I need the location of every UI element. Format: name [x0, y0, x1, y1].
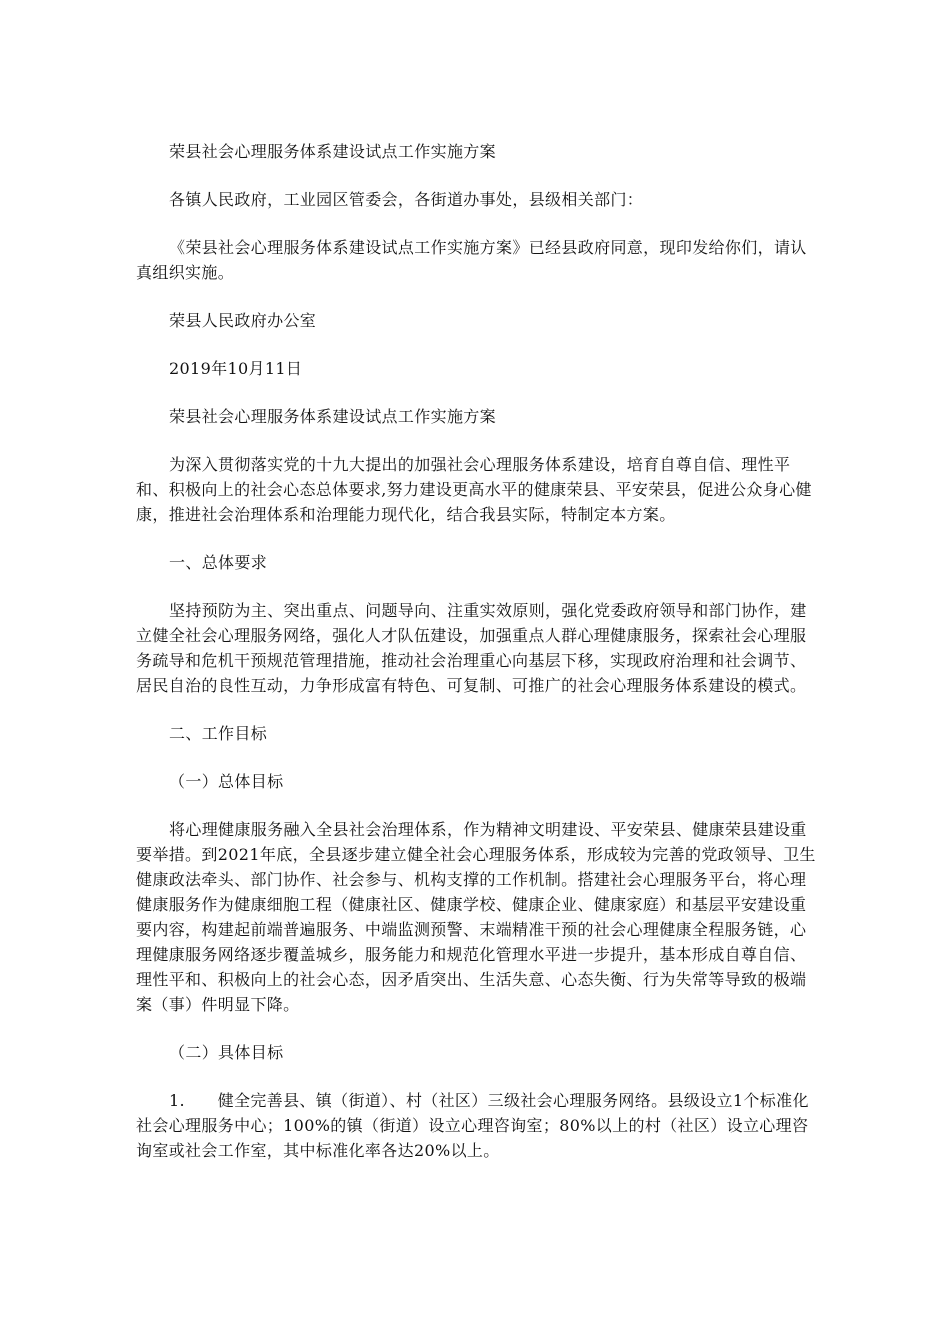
issue-date: 2019年10月11日	[169, 359, 303, 378]
section-heading-2: 二、工作目标	[169, 724, 268, 743]
document-body	[136, 139, 816, 1163]
notice-paragraph: 《荣县社会心理服务体系建设试点工作实施方案》已经县政府同意，现印发给你们，请认真组织实施。	[136, 238, 807, 282]
intro-paragraph: 为深入贯彻落实党的十九大提出的加强社会心理服务体系建设，培育自尊自信、理性平和、积极向上的社会心态总体要求,努力建设更高水平的健康荣县、平安荣县，促进公众身心健康，推进社会治理体系和治理能力现代化，结合我县实际，特制定本方案。	[136, 455, 812, 524]
issuing-office: 荣县人民政府办公室	[169, 311, 317, 330]
plan-title: 荣县社会心理服务体系建设试点工作实施方案	[169, 407, 497, 426]
document-title: 荣县社会心理服务体系建设试点工作实施方案	[169, 142, 497, 161]
addressee-line: 各镇人民政府，工业园区管委会，各街道办事处，县级相关部门：	[169, 190, 644, 209]
subsection-heading-1: （一）总体目标	[169, 772, 284, 791]
specific-goal-1-paragraph: 1. 健全完善县、镇（街道）、村（社区）三级社会心理服务网络。县级设立1个标准化社会心理服务中心；100%的镇（街道）设立心理咨询室；80%以上的村（社区）设立心理咨询室或社会工作室，其中标准化率各达20%以上。	[136, 1091, 809, 1160]
general-requirements-paragraph: 坚持预防为主、突出重点、问题导向、注重实效原则，强化党委政府领导和部门协作，建立健全社会心理服务网络，强化人才队伍建设，加强重点人群心理健康服务，探索社会心理服务疏导和危机干预规范管理措施，推动社会治理重心向基层下移，实现政府治理和社会调节、居民自治的良性互动，力争形成富有特色、可复制、可推广的社会心理服务体系建设的模式。	[136, 601, 807, 695]
subsection-heading-2: （二）具体目标	[169, 1043, 284, 1062]
overall-goals-paragraph: 将心理健康服务融入全县社会治理体系，作为精神文明建设、平安荣县、健康荣县建设重要举措。到2021年底，全县逐步建立健全社会心理服务体系，形成较为完善的党政领导、卫生健康政法牵头、部门协作、社会参与、机构支撑的工作机制。搭建社会心理服务平台，将心理健康服务作为健康细胞工程（健康社区、健康学校、健康企业、健康家庭）和基层平安建设重要内容，构建起前端普遍服务、中端监测预警、末端精准干预的社会心理健康全程服务链，心理健康服务网络逐步覆盖城乡，服务能力和规范化管理水平进一步提升，基本形成自尊自信、理性平和、积极向上的社会心态，因矛盾突出、生活失意、心态失衡、行为失常等导致的极端案（事）件明显下降。	[136, 820, 816, 1014]
section-heading-1: 一、总体要求	[169, 553, 268, 572]
